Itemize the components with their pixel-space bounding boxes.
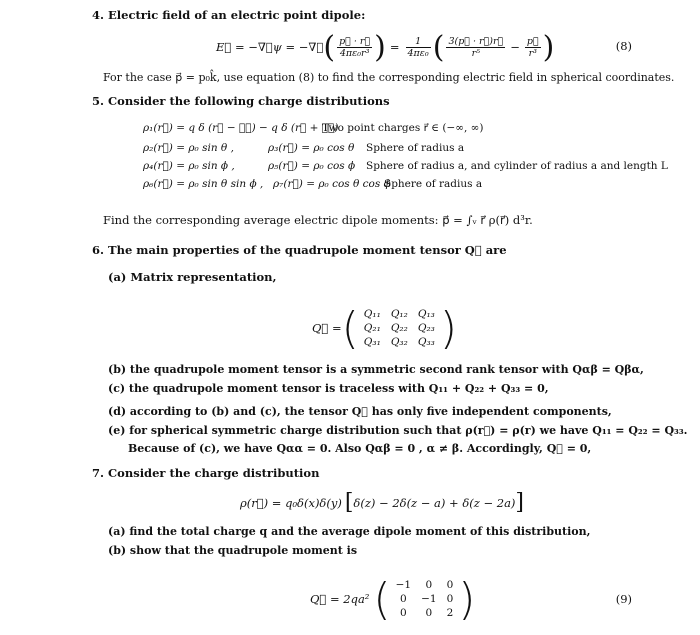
problem-6-part-e-line2: Because of (c), we have Qαα = 0. Also Qαβ = 0 , α ≠ β. Accordingly, Q⃡ = 0, <box>128 442 592 455</box>
problem-4-title: Electric field of an electric point dipole: <box>108 8 366 22</box>
rho1-expression: ρ₁(r⃗) = q δ (r⃗ − ℓ⃗) − q δ (r⃗ + ℓ⃗) <box>143 122 339 134</box>
p7-matrix <box>391 578 459 620</box>
matrix-cell: Q₂₂ <box>390 322 408 334</box>
matrix-cell: Q₁₁ <box>363 308 381 320</box>
matrix-cell: Q₁₂ <box>390 308 408 320</box>
rho3-expression: ρ₃(r⃗) = ρ₀ cos θ <box>268 142 355 154</box>
matrix-cell: −1 <box>395 579 412 591</box>
rho23-description: Sphere of radius a <box>366 142 465 154</box>
rho45-description: Sphere of radius a, and cylinder of radius a and length L <box>366 160 668 172</box>
problem-4-heading <box>92 8 365 23</box>
rho6-expression: ρ₆(r⃗) = ρ₀ sin θ sin ϕ , <box>143 178 264 190</box>
matrix-cell: Q₂₃ <box>417 322 435 334</box>
eq8-frac2: $\frac{1}{\text{4πε₀}}$ <box>407 35 429 59</box>
problem-7-number: 7. <box>92 466 105 480</box>
p7-eq-bracket: δ(z) − 2δ(z − a) + δ(z − 2a) <box>353 495 516 510</box>
problem-6-part-d: (d) according to (b) and (c), the tensor Q⃡ has only five independent components, <box>108 405 612 418</box>
problem-6-part-e-line1: (e) for spherical symmetric charge distribution such that ρ(r⃗) = ρ(r) we have Q₁₁ = Q₂₂ = Q₃₃. <box>108 424 688 437</box>
rho1-description: Two point charges r⃗ ∈ (−∞, ∞) <box>322 122 484 134</box>
problem-6-number: 6. <box>92 243 105 257</box>
problem-6-heading <box>92 243 507 258</box>
matrix-cell: 0 <box>446 579 454 591</box>
rho5-expression: ρ₅(r⃗) = ρ₀ cos ϕ <box>268 160 356 172</box>
quadrupole-matrix-equation: Q⃡ = ( Q₁₁ Q₁₂ Q₁₃ Q₂₁ Q₂₂ Q₂₃ Q₃₁ Q₃₂ Q₃₃ ) <box>312 302 458 354</box>
rho2-expression: ρ₂(r⃗) = ρ₀ sin θ , <box>143 142 234 154</box>
problem-5-find-text: Find the corresponding average electric dipole moments: p⃗ = ∫ᵥ r⃗ ρ(r⃗) d³r. <box>103 213 533 227</box>
matrix-cell: −1 <box>421 593 437 605</box>
problem-5-title: Consider the following charge distributions <box>108 94 390 108</box>
equation-8-number: (8) <box>615 39 632 53</box>
eq8-lhs: E⃗ = −∇⃗ψ = −∇⃗ <box>216 39 324 54</box>
problem-7-part-b: (b) show that the quadrupole moment is <box>108 544 358 557</box>
quadrupole-lhs: Q⃡ = <box>312 320 342 335</box>
eq8-frac4: $\frac{p⃗}{\text{r³}}$ <box>526 35 539 59</box>
eq8-frac1: $\frac{p⃗ \cdot r⃗}{\text{4πε₀r³}}$ <box>339 35 371 59</box>
problem-6-part-b: (b) the quadrupole moment tensor is a symmetric second rank tensor with Qαβ = Qβα, <box>108 363 644 376</box>
eq8-frac3: $\frac{3(p⃗ \cdot r⃗)r⃗}{\text{r⁵}}$ <box>448 35 504 59</box>
problem-4-text: For the case p⃗ = p₀k̂, use equation (8) to find the corresponding electric field in spherical coordinates. <box>103 71 675 84</box>
matrix-cell: 0 <box>446 593 454 605</box>
matrix-cell: 0 <box>399 593 407 605</box>
problem-6-title: The main properties of the quadrupole moment tensor Q⃡ are <box>108 243 507 257</box>
matrix-cell: Q₁₃ <box>417 308 435 320</box>
problem-6-part-a: (a) Matrix representation, <box>108 270 277 284</box>
problem-5-number: 5. <box>92 94 105 108</box>
problem-7-heading <box>92 466 319 481</box>
equation-charge-distribution: ρ(r⃗) = q₀δ(x)δ(y) [ δ(z) − 2δ(z − a) + δ(z − 2a) ] <box>240 490 525 515</box>
matrix-cell: Q₃₁ <box>363 336 381 348</box>
equation-8: E⃗ = −∇⃗ψ = −∇⃗ ( $\frac{p⃗ \cdot r⃗}{\text{4πε₀r³}}$ ) = $\frac{1}{\text{4πε₀}}$ ( $\frac{3(p⃗ \cdot r⃗)r⃗}{\text{r⁵}}$ − $\frac{p⃗}{\text{r³}}$ ) <box>216 29 555 65</box>
problem-7-part-a: (a) find the total charge q and the average dipole moment of this distribution, <box>108 525 591 538</box>
matrix-cell: 0 <box>425 579 433 591</box>
quadrupole-matrix <box>359 307 440 349</box>
equation-9-number: (9) <box>615 592 632 606</box>
quadrupole-result-equation: Q⃡ = 2qa² ( −1 0 0 0 −1 0 0 0 2 ) <box>310 573 476 625</box>
rho67-description: Sphere of radius a <box>384 178 483 190</box>
matrix-cell: Q₃₂ <box>390 336 408 348</box>
rho7-expression: ρ₇(r⃗) = ρ₀ cos θ cos ϕ <box>273 178 391 190</box>
matrix-cell: Q₂₁ <box>363 322 381 334</box>
p7-q-lhs: Q⃡ = 2qa² <box>310 591 370 606</box>
matrix-cell: 0 <box>399 607 407 619</box>
problem-7-title: Consider the charge distribution <box>108 466 320 480</box>
matrix-cell: 2 <box>446 607 454 619</box>
rho4-expression: ρ₄(r⃗) = ρ₀ sin ϕ , <box>143 160 235 172</box>
matrix-cell: 0 <box>425 607 433 619</box>
problem-6-part-c: (c) the quadrupole moment tensor is traceless with Q₁₁ + Q₂₂ + Q₃₃ = 0, <box>108 382 549 395</box>
problem-5-heading <box>92 94 390 109</box>
problem-4-number: 4. <box>92 8 105 22</box>
matrix-cell: Q₃₃ <box>417 336 435 348</box>
p7-eq-lhs: ρ(r⃗) = q₀δ(x)δ(y) <box>240 495 342 510</box>
